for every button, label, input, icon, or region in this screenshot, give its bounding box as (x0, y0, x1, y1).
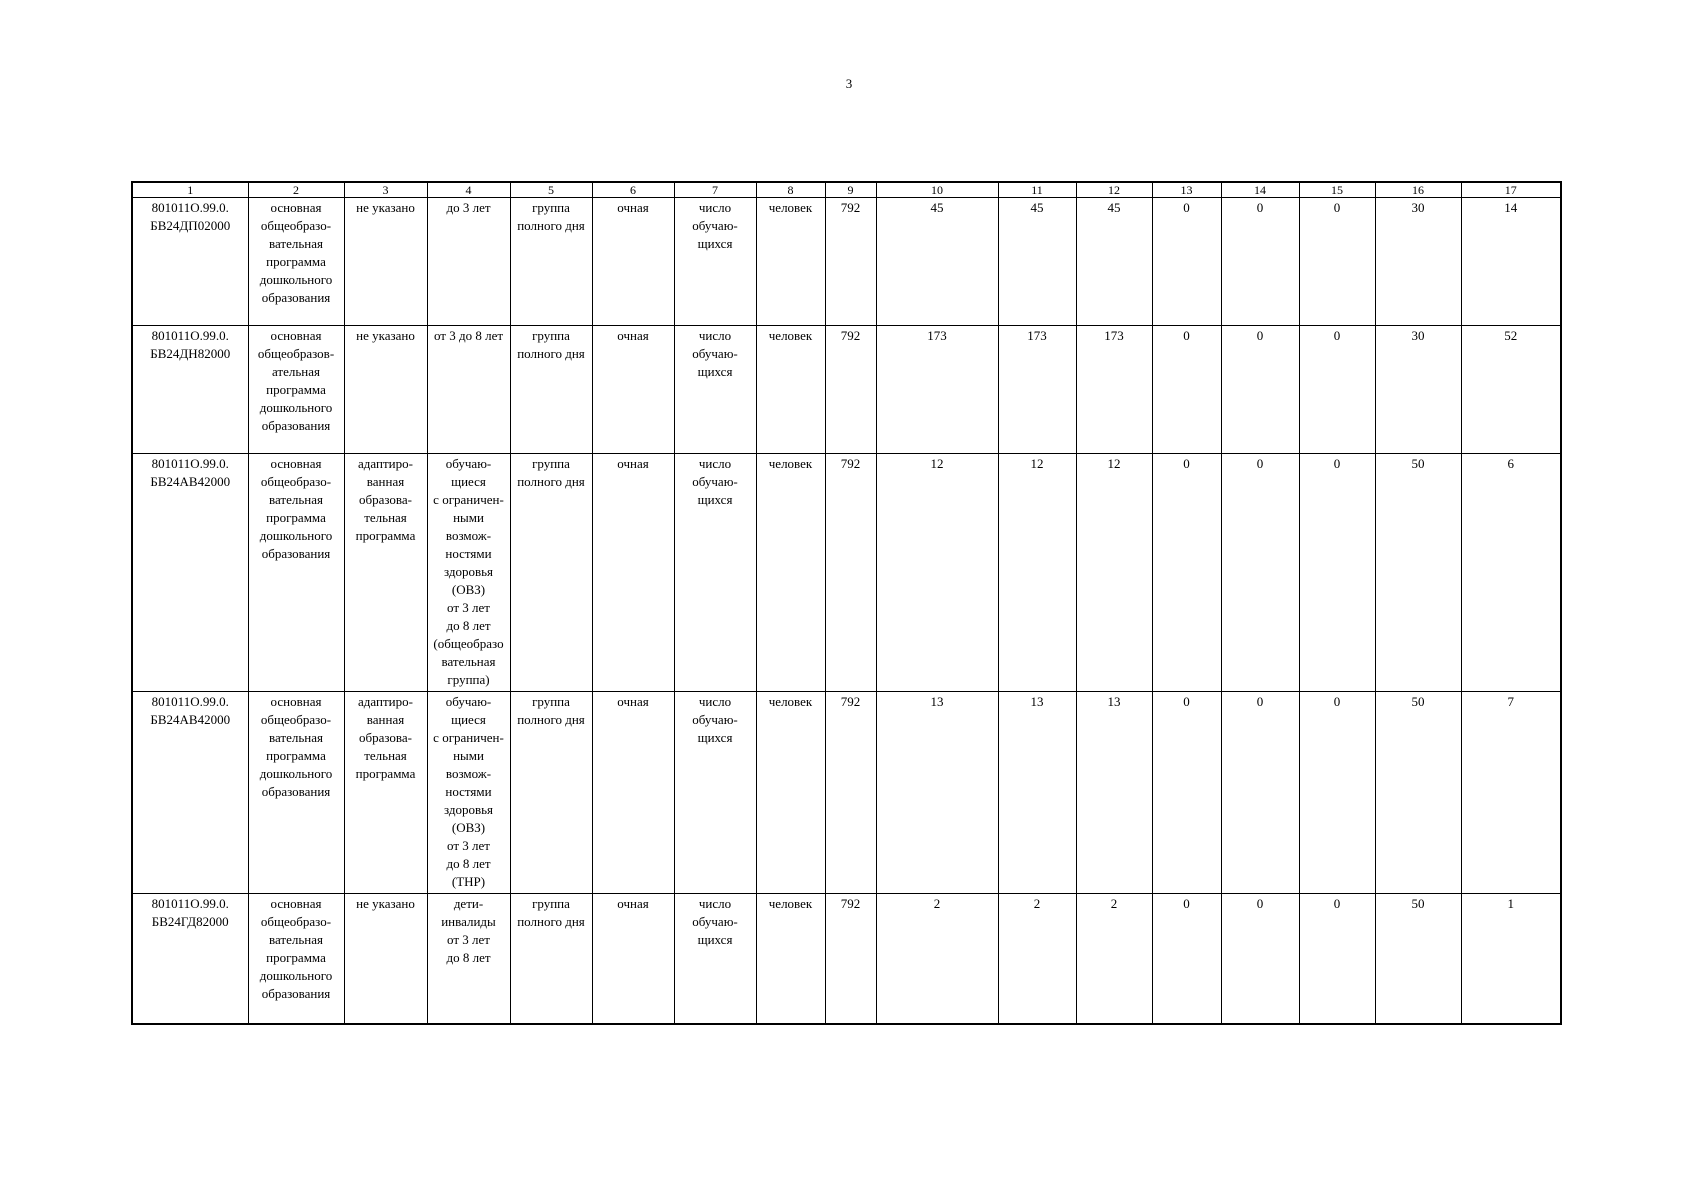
form-cell: очная (592, 454, 674, 692)
indicator-cell: число обучаю- щихся (674, 198, 756, 326)
value-cell: 13 (998, 692, 1076, 894)
okei-code-cell: 792 (825, 326, 876, 454)
okei-code-cell: 792 (825, 894, 876, 1024)
value-cell: 12 (1076, 454, 1152, 692)
okei-code-cell: 792 (825, 454, 876, 692)
column-number: 12 (1076, 182, 1152, 198)
indicator-cell: число обучаю- щихся (674, 326, 756, 454)
registry-code-cell: 801011О.99.0. БВ24АВ42000 (132, 454, 248, 692)
group-cell: группа полного дня (510, 692, 592, 894)
column-number: 5 (510, 182, 592, 198)
value-cell: 0 (1152, 326, 1221, 454)
column-number: 8 (756, 182, 825, 198)
unit-cell: человек (756, 894, 825, 1024)
value-cell: 0 (1299, 198, 1375, 326)
registry-code-cell: 801011О.99.0. БВ24ДН82000 (132, 326, 248, 454)
value-cell: 1 (1461, 894, 1561, 1024)
form-cell: очная (592, 326, 674, 454)
value-cell: 0 (1152, 894, 1221, 1024)
value-cell: 2 (1076, 894, 1152, 1024)
program-cell: основная общеобразов- ательная программа дошкольного образования (248, 326, 344, 454)
program-cell: основная общеобразо- вательная программа дошкольного образования (248, 198, 344, 326)
age-category-cell: обучаю- щиеся с ограничен- ными возмож- ностями здоровья (ОВЗ) от 3 лет до 8 лет (общеобразо вательная группа) (427, 454, 510, 692)
program-cell: основная общеобразо- вательная программа дошкольного образования (248, 692, 344, 894)
value-cell: 0 (1152, 198, 1221, 326)
value-cell: 50 (1375, 894, 1461, 1024)
value-cell: 173 (1076, 326, 1152, 454)
unit-cell: человек (756, 454, 825, 692)
age-category-cell: до 3 лет (427, 198, 510, 326)
table-row (132, 454, 1561, 692)
form-cell: очная (592, 894, 674, 1024)
value-cell: 6 (1461, 454, 1561, 692)
form-cell: очная (592, 198, 674, 326)
column-number: 7 (674, 182, 756, 198)
table-row (132, 326, 1561, 454)
program-type-cell: не указано (344, 894, 427, 1024)
value-cell: 14 (1461, 198, 1561, 326)
column-number: 11 (998, 182, 1076, 198)
value-cell: 30 (1375, 198, 1461, 326)
column-number: 10 (876, 182, 998, 198)
program-cell: основная общеобразо- вательная программа дошкольного образования (248, 454, 344, 692)
group-cell: группа полного дня (510, 454, 592, 692)
column-number: 15 (1299, 182, 1375, 198)
value-cell: 50 (1375, 454, 1461, 692)
value-cell: 30 (1375, 326, 1461, 454)
value-cell: 50 (1375, 692, 1461, 894)
okei-code-cell: 792 (825, 692, 876, 894)
value-cell: 52 (1461, 326, 1561, 454)
form-cell: очная (592, 692, 674, 894)
value-cell: 0 (1299, 326, 1375, 454)
group-cell: группа полного дня (510, 326, 592, 454)
value-cell: 173 (998, 326, 1076, 454)
value-cell: 13 (1076, 692, 1152, 894)
unit-cell: человек (756, 326, 825, 454)
value-cell: 0 (1221, 894, 1299, 1024)
value-cell: 0 (1221, 198, 1299, 326)
registry-code-cell: 801011О.99.0. БВ24АВ42000 (132, 692, 248, 894)
column-number-row (132, 182, 1561, 198)
indicator-cell: число обучаю- щихся (674, 692, 756, 894)
unit-cell: человек (756, 692, 825, 894)
column-number: 2 (248, 182, 344, 198)
age-category-cell: обучаю- щиеся с ограничен- ными возмож- ностями здоровья (ОВЗ) от 3 лет до 8 лет (ТНР) (427, 692, 510, 894)
services-volume-table (131, 181, 1562, 1025)
value-cell: 0 (1221, 692, 1299, 894)
value-cell: 13 (876, 692, 998, 894)
unit-cell: человек (756, 198, 825, 326)
age-category-cell: от 3 до 8 лет (427, 326, 510, 454)
indicator-cell: число обучаю- щихся (674, 894, 756, 1024)
value-cell: 45 (1076, 198, 1152, 326)
value-cell: 7 (1461, 692, 1561, 894)
column-number: 6 (592, 182, 674, 198)
value-cell: 2 (876, 894, 998, 1024)
value-cell: 0 (1299, 692, 1375, 894)
value-cell: 12 (876, 454, 998, 692)
table-row (132, 894, 1561, 1024)
program-cell: основная общеобразо- вательная программа дошкольного образования (248, 894, 344, 1024)
table-row (132, 692, 1561, 894)
group-cell: группа полного дня (510, 894, 592, 1024)
column-number: 14 (1221, 182, 1299, 198)
value-cell: 12 (998, 454, 1076, 692)
registry-code-cell: 801011О.99.0. БВ24ДП02000 (132, 198, 248, 326)
value-cell: 0 (1299, 894, 1375, 1024)
column-number: 1 (132, 182, 248, 198)
value-cell: 2 (998, 894, 1076, 1024)
column-number: 16 (1375, 182, 1461, 198)
value-cell: 173 (876, 326, 998, 454)
program-type-cell: не указано (344, 198, 427, 326)
value-cell: 0 (1152, 692, 1221, 894)
program-type-cell: адаптиро- ванная образова- тельная программа (344, 692, 427, 894)
indicator-cell: число обучаю- щихся (674, 454, 756, 692)
page-number: 3 (845, 76, 853, 91)
table-row (132, 198, 1561, 326)
registry-code-cell: 801011О.99.0. БВ24ГД82000 (132, 894, 248, 1024)
column-number: 17 (1461, 182, 1561, 198)
column-number: 3 (344, 182, 427, 198)
value-cell: 0 (1221, 326, 1299, 454)
value-cell: 45 (998, 198, 1076, 326)
column-number: 9 (825, 182, 876, 198)
okei-code-cell: 792 (825, 198, 876, 326)
program-type-cell: адаптиро- ванная образова- тельная программа (344, 454, 427, 692)
column-number: 13 (1152, 182, 1221, 198)
group-cell: группа полного дня (510, 198, 592, 326)
program-type-cell: не указано (344, 326, 427, 454)
column-number: 4 (427, 182, 510, 198)
value-cell: 0 (1299, 454, 1375, 692)
value-cell: 0 (1152, 454, 1221, 692)
age-category-cell: дети- инвалиды от 3 лет до 8 лет (427, 894, 510, 1024)
value-cell: 0 (1221, 454, 1299, 692)
value-cell: 45 (876, 198, 998, 326)
